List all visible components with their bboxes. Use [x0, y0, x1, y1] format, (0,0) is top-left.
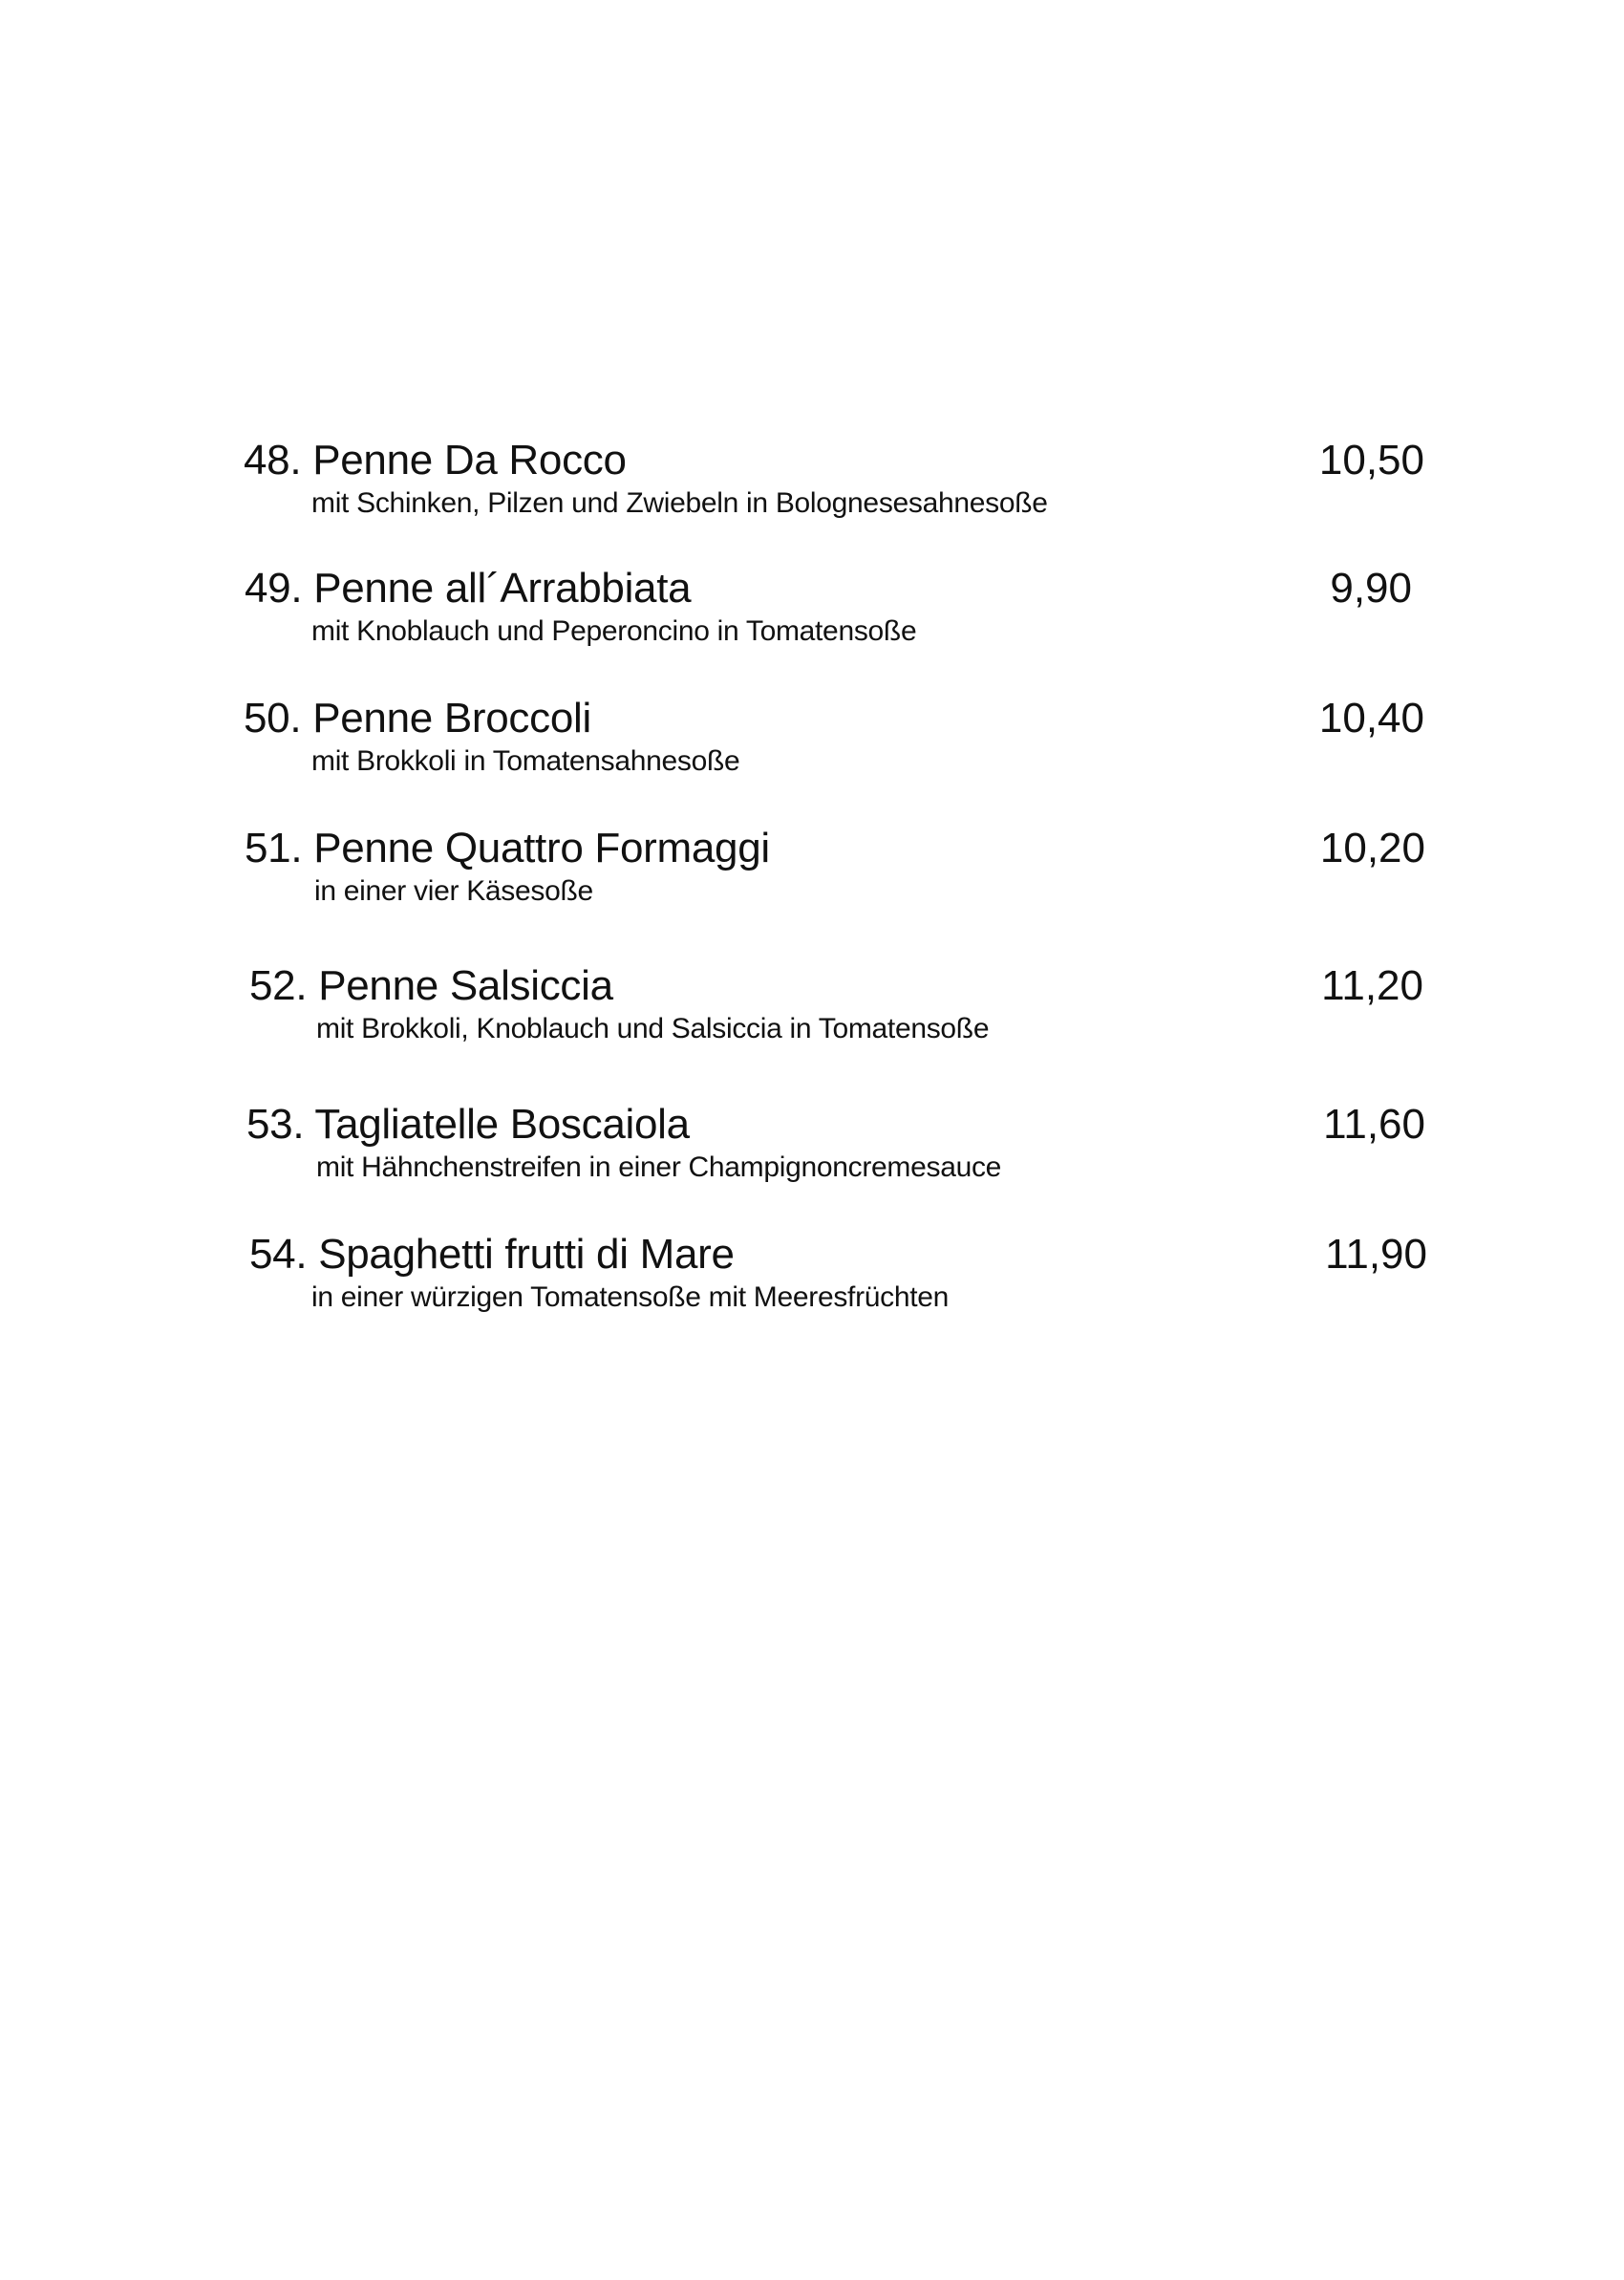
menu-item	[0, 695, 1624, 800]
menu-item	[0, 1101, 1624, 1206]
dish-title: 54. Spaghetti frutti di Mare	[249, 1231, 735, 1278]
dish-price: 11,60	[1323, 1101, 1425, 1148]
menu-item	[0, 825, 1624, 930]
dish-title: 50. Penne Broccoli	[244, 695, 591, 742]
dish-description: mit Hähnchenstreifen in einer Champignoncremesauce	[316, 1151, 1002, 1183]
dish-title: 52. Penne Salsiccia	[249, 962, 613, 1009]
menu-item	[0, 565, 1624, 670]
dish-description: in einer würzigen Tomatensoße mit Meeresfrüchten	[311, 1281, 950, 1313]
dish-title: 48. Penne Da Rocco	[244, 437, 627, 484]
menu-item	[0, 1231, 1624, 1336]
menu-item	[0, 437, 1624, 542]
dish-price: 10,40	[1318, 695, 1424, 742]
dish-description: mit Brokkoli in Tomatensahnesoße	[311, 745, 740, 777]
dish-price: 11,90	[1325, 1231, 1427, 1278]
dish-description: mit Schinken, Pilzen und Zwiebeln in Bolognesesahnesoße	[311, 487, 1048, 519]
dish-description: in einer vier Käsesoße	[314, 875, 593, 907]
dish-description: mit Brokkoli, Knoblauch und Salsiccia in Tomatensoße	[316, 1013, 990, 1044]
dish-price: 10,20	[1319, 825, 1425, 871]
dish-price: 11,20	[1321, 962, 1423, 1009]
menu-item	[0, 962, 1624, 1067]
dish-title: 51. Penne Quattro Formaggi	[245, 825, 770, 871]
dish-title: 53. Tagliatelle Boscaiola	[246, 1101, 690, 1148]
dish-description: mit Knoblauch und Peperoncino in Tomatensoße	[311, 615, 917, 647]
dish-price: 10,50	[1318, 437, 1424, 484]
dish-title: 49. Penne all´Arrabbiata	[245, 565, 692, 612]
dish-price: 9,90	[1330, 565, 1412, 612]
